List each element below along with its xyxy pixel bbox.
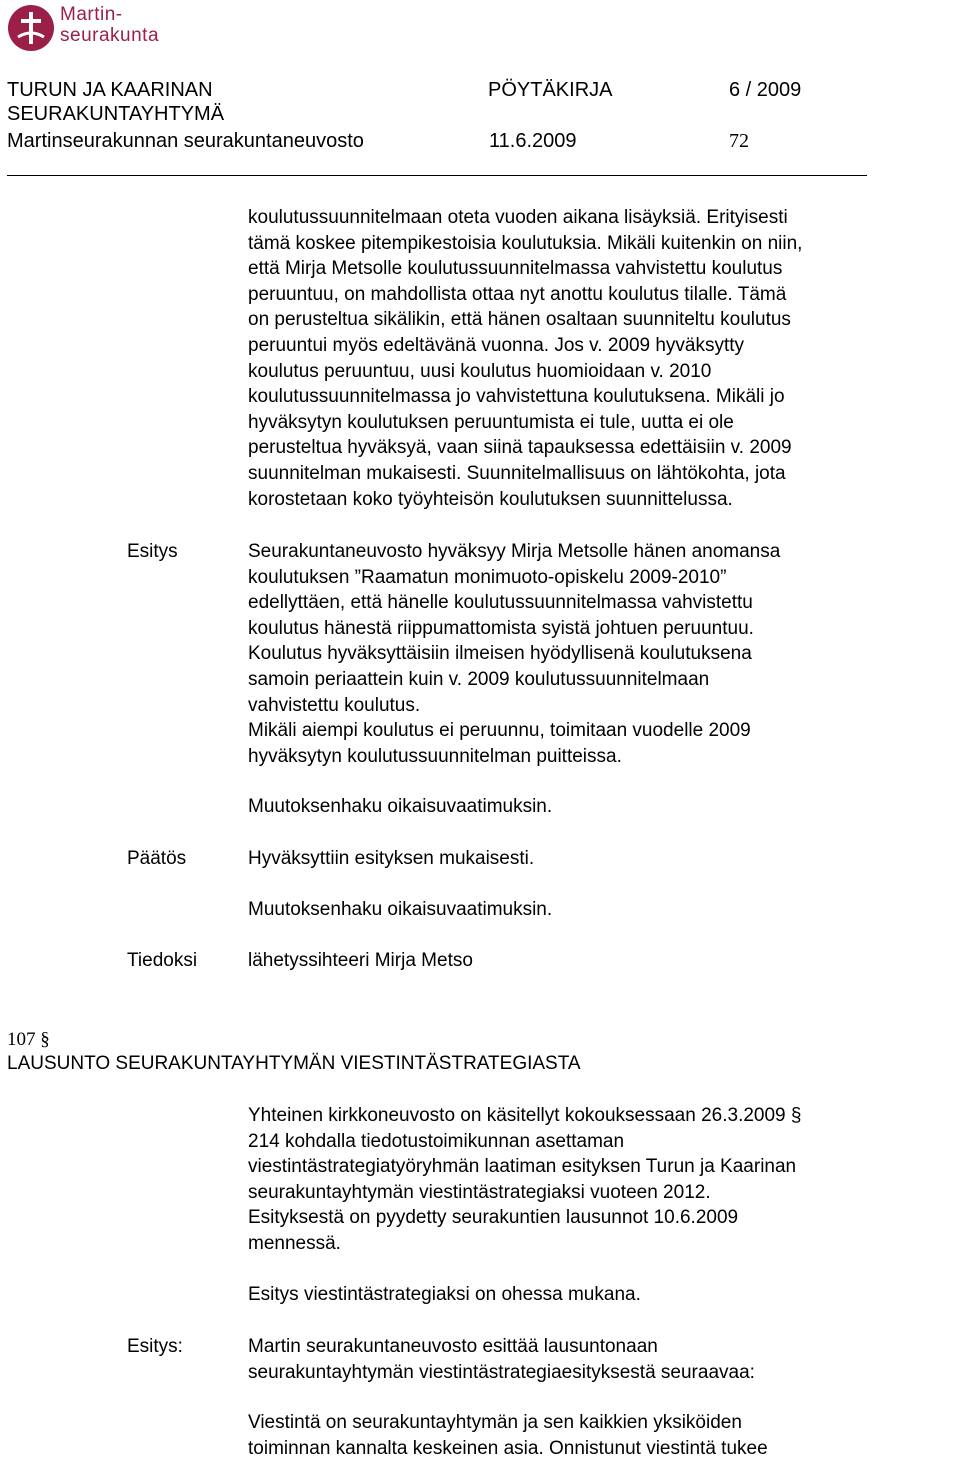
text-line: koulutussuunnitelmassa jo vahvistettuna koulutuksena. Mikäli jo: [248, 386, 785, 408]
page-number: 72: [729, 130, 749, 152]
text-line: koulutus hänestä riippumattomista syistä johtuen peruuntuu.: [248, 617, 754, 639]
text-line: suunnitelman mukaisesti. Suunnitelmallisuus on lähtökohta, jota: [248, 462, 786, 484]
text-line: Viestintä on seurakuntayhtymän ja sen kaikkien yksiköiden: [248, 1412, 742, 1433]
text-line: koulutussuunnitelmaan oteta vuoden aikana lisäyksiä. Erityisesti: [248, 207, 788, 228]
text-line: tämä koskee pitempikestoisia koulutuksia. Mikäli kuitenkin on niin,: [248, 232, 803, 254]
text-line: peruuntuu, on mahdollista ottaa nyt anottu koulutus tilalle. Tämä: [248, 283, 787, 305]
text-line: Mikäli aiempi koulutus ei peruunnu, toimitaan vuodelle 2009: [248, 720, 751, 742]
text-line: samoin periaattein kuin v. 2009 koulutussuunnitelmaan: [248, 668, 710, 690]
governing-body: Martinseurakunnan seurakuntaneuvosto: [7, 130, 364, 152]
text-line: on perusteltua sikälikin, että hänen osaltaan suunniteltu koulutus: [248, 309, 791, 331]
logo-wordmark: [60, 4, 159, 46]
text-line: hyväksytyn koulutuksen peruuntumista ei tule, uutta ei ole: [248, 411, 734, 433]
document-type: PÖYTÄKIRJA: [488, 79, 613, 101]
paatos-label: Päätös: [127, 848, 187, 869]
section-esitys-label: Esitys:: [127, 1336, 183, 1357]
section-intro: [248, 1103, 908, 1257]
header-divider: [7, 175, 867, 176]
text-line: 214 kohdalla tiedotustoimikunnan asettaman: [248, 1130, 625, 1152]
org-line2: SEURAKUNTAYHTYMÄ: [7, 103, 225, 125]
text-line: perusteltua hyväksyä, vaan siinä tapauksessa edettäisiin v. 2009: [248, 437, 792, 459]
section-final-text: [248, 1410, 908, 1461]
text-line: viestintästrategiatyöryhmän laatiman esityksen Turun ja Kaarinan: [248, 1156, 797, 1178]
org-line1: TURUN JA KAARINAN: [7, 79, 213, 101]
text-line: Martin seurakuntaneuvosto esittää lausuntonaan: [248, 1336, 658, 1357]
text-line: hyväksytyn koulutussuunnitelman puitteissa.: [248, 745, 622, 767]
section-esitys-text: [248, 1334, 908, 1385]
logo-line1: Martin-: [60, 4, 123, 25]
section-title: LAUSUNTO SEURAKUNTAYHTYMÄN VIESTINTÄSTRATEGIASTA: [7, 1053, 581, 1074]
text-line: mennessä.: [248, 1232, 341, 1254]
text-line: seurakuntayhtymän viestintästrategiaesityksestä seuraavaa:: [248, 1361, 755, 1383]
section-number: 107 §: [7, 1029, 50, 1050]
text-line: toiminnan kannalta keskeinen asia. Onnistunut viestintä tukee: [248, 1437, 768, 1459]
text-line: korostetaan koko työyhteisön koulutuksen suunnittelussa.: [248, 488, 733, 510]
paatos-appeal: Muutoksenhaku oikaisuvaatimuksin.: [248, 899, 553, 920]
tiedoksi-text: lähetyssihteeri Mirja Metso: [248, 950, 473, 971]
document-number: 6 / 2009: [729, 79, 802, 101]
text-line: Yhteinen kirkkoneuvosto on käsitellyt kokouksessaan 26.3.2009 §: [248, 1105, 802, 1126]
text-line: Esityksestä on pyydetty seurakuntien lausunnot 10.6.2009: [248, 1207, 739, 1229]
text-line: koulutuksen ”Raamatun monimuoto-opiskelu 2009-2010”: [248, 566, 727, 588]
text-line: peruuntui myös edeltävänä vuonna. Jos v. 2009 hyväksytty: [248, 334, 745, 356]
text-line: edellyttäen, että hänelle koulutussuunnitelmassa vahvistettu: [248, 592, 753, 614]
text-line: Seurakuntaneuvosto hyväksyy Mirja Metsolle hänen anomansa: [248, 541, 781, 562]
esitys-text: [248, 539, 908, 769]
esitys-appeal: Muutoksenhaku oikaisuvaatimuksin.: [248, 796, 553, 817]
esitys-label: Esitys: [127, 541, 178, 562]
text-line: seurakuntayhtymän viestintästrategiaksi vuoteen 2012.: [248, 1181, 711, 1203]
text-line: että Mirja Metsolle koulutussuunnitelmassa vahvistettu koulutus: [248, 258, 783, 280]
meeting-date: 11.6.2009: [489, 130, 577, 152]
text-line: koulutus peruuntuu, uusi koulutus huomioidaan v. 2010: [248, 360, 712, 382]
tiedoksi-label: Tiedoksi: [127, 950, 198, 971]
attachment-note: Esitys viestintästrategiaksi on ohessa mukana.: [248, 1284, 641, 1305]
intro-paragraph: [248, 205, 908, 512]
parish-emblem-icon: [6, 3, 56, 53]
text-line: Koulutus hyväksyttäisiin ilmeisen hyödyllisenä koulutuksena: [248, 643, 752, 665]
text-line: vahvistettu koulutus.: [248, 694, 421, 716]
paatos-text: Hyväksyttiin esityksen mukaisesti.: [248, 848, 535, 869]
logo-line2: seurakunta: [60, 25, 160, 46]
